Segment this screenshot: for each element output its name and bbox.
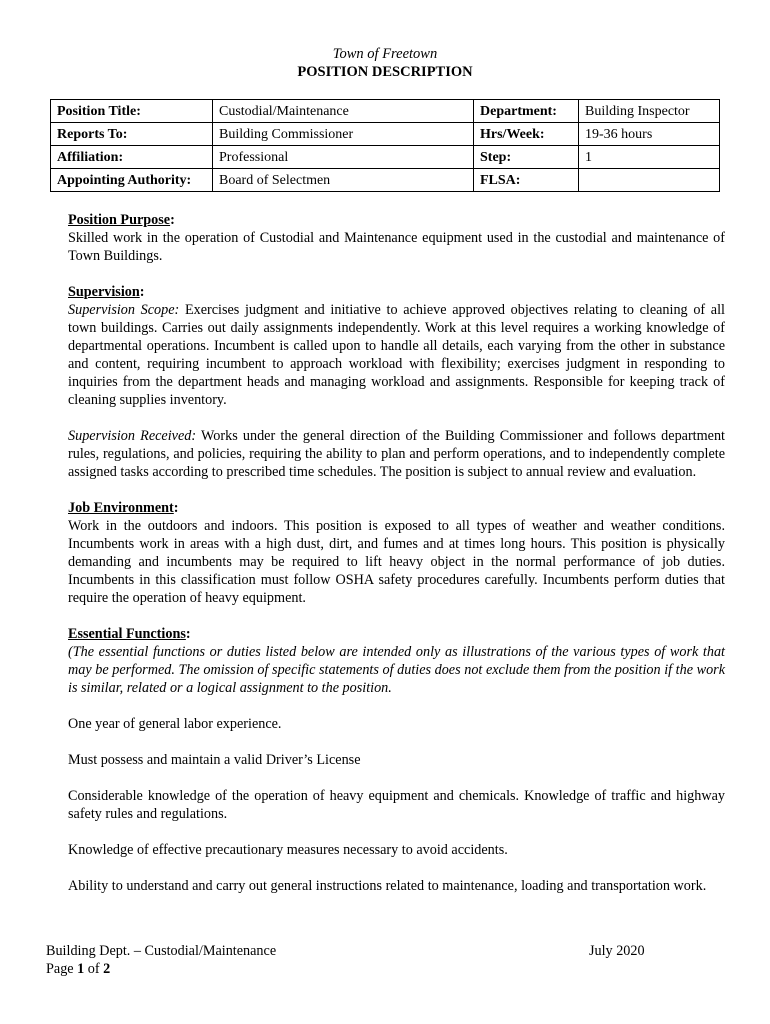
supervision-scope-paragraph	[68, 301, 725, 409]
table-row	[51, 123, 720, 146]
table-row	[51, 146, 720, 169]
job-environment-heading: Job Environment	[68, 500, 174, 516]
essential-functions-section: Essential Functions: (The essential functions or duties listed below are intended only as illustrations of the various types of work that may be performed. The omission of specific statements of duties does not exclude them from the position if the work is similar, related or a logical assignment to the position. One year of general labor experience. Must possess and maintain a valid Driver’s License Considerable knowledge of the operation of heavy equipment and chemicals. Knowledge of traffic and highway safety rules and regulations. Knowledge of effective precautionary measures necessary to avoid accidents. Ability to understand and carry out general instructions related to maintenance, loading and transportation work.	[68, 626, 725, 894]
town-name: Town of Freetown	[332, 46, 438, 62]
department-label: Department:	[474, 100, 579, 123]
table-row	[51, 100, 720, 123]
position-title-value: Custodial/Maintenance	[213, 100, 474, 123]
affiliation-label: Affiliation:	[51, 146, 213, 169]
page-current: 1	[77, 961, 85, 977]
supervision-scope-text: Exercises judgment and initiative to achieve approved objectives relating to cleaning of all town buildings. Carries out daily assignments independently. Work at this level requires a working knowledge of departmental operations. Incumbent is called upon to handle all details, each varying from the other in substance and content, requiring incumbent to approach workload with flexibility; exercises judgment in responding to inquiries from the department heads and managing workload and assignments. Responsible for keeping track of cleaning supplies inventory.	[68, 302, 725, 408]
step-value: 1	[579, 146, 720, 169]
supervision-scope-label: Supervision Scope:	[68, 302, 180, 318]
position-info-table	[50, 99, 720, 192]
document-title: POSITION DESCRIPTION	[297, 64, 473, 80]
step-label: Step:	[474, 146, 579, 169]
reports-to-value: Building Commissioner	[213, 123, 474, 146]
page-word: Page	[46, 961, 74, 977]
function-item: One year of general labor experience.	[68, 716, 282, 732]
supervision-received-text: Works under the general direction of the Building Commissioner and follows department rules, regulations, and policies, requiring the ability to plan and perform operations, and to independently complete assigned tasks according to prescribed time schedules. The position is subject to annual review and evaluation.	[68, 428, 725, 480]
flsa-value	[579, 169, 720, 192]
job-environment-section: Job Environment: Work in the outdoors and indoors. This position is exposed to all types of weather and weather conditions. Incumbents work in areas with a high dust, dirt, and fumes and at times long hours. This position is physically demanding and incumbents may be required to lift heavy object in the normal performance of job duties. Incumbents in this classification must follow OSHA safety procedures carefully. Incumbents perform duties that require the operation of heavy equipment.	[68, 500, 725, 606]
flsa-label: FLSA:	[474, 169, 579, 192]
supervision-received-paragraph	[68, 427, 725, 481]
position-purpose-section: Position Purpose: Skilled work in the operation of Custodial and Maintenance equipment used in the custodial and maintenance of Town Buildings.	[68, 212, 725, 264]
hours-week-value: 19-36 hours	[579, 123, 720, 146]
table-row	[51, 169, 720, 192]
function-item: Ability to understand and carry out general instructions related to maintenance, loading and transportation work.	[68, 878, 707, 894]
function-item: Considerable knowledge of the operation of heavy equipment and chemicals. Knowledge of traffic and highway safety rules and regulations.	[68, 788, 725, 822]
footer-department: Building Dept. – Custodial/Maintenance	[46, 943, 277, 959]
position-title-label: Position Title:	[51, 100, 213, 123]
function-item: Knowledge of effective precautionary measures necessary to avoid accidents.	[68, 842, 508, 858]
affiliation-value: Professional	[213, 146, 474, 169]
page-footer	[46, 942, 666, 978]
appointing-authority-label: Appointing Authority:	[51, 169, 213, 192]
document-body	[68, 211, 725, 913]
appointing-authority-value: Board of Selectmen	[213, 169, 474, 192]
page-number	[46, 960, 666, 978]
essential-functions-note: (The essential functions or duties listed below are intended only as illustrations of the various types of work that may be performed. The omission of specific statements of duties does not exclude them from the position if the work is similar, related or a logical assignment to the position.	[68, 644, 725, 696]
supervision-heading: Supervision	[68, 284, 140, 300]
function-item: Must possess and maintain a valid Driver’s License	[68, 752, 361, 768]
reports-to-label: Reports To:	[51, 123, 213, 146]
department-value: Building Inspector	[579, 100, 720, 123]
essential-functions-heading: Essential Functions	[68, 626, 186, 642]
supervision-received-label: Supervision Received:	[68, 428, 197, 444]
position-purpose-text: Skilled work in the operation of Custodial and Maintenance equipment used in the custodial and maintenance of Town Buildings.	[68, 230, 725, 264]
job-environment-text: Work in the outdoors and indoors. This position is exposed to all types of weather and weather conditions. Incumbents work in areas with a high dust, dirt, and fumes and at times long hours. This position is physically demanding and incumbents may be required to lift heavy object in the normal performance of job duties. Incumbents in this classification must follow OSHA safety procedures carefully. Incumbents perform duties that require the operation of heavy equipment.	[68, 518, 725, 606]
of-word: of	[87, 961, 100, 977]
footer-date: July 2020	[589, 943, 645, 959]
supervision-section: Supervision: Supervision Scope: Exercises judgment and initiative to achieve approved objectives relating to cleaning of all town buildings. Carries out daily assignments independently. Work at this level requires a working knowledge of departmental operations. Incumbent is called upon to handle all details, each varying from the other in substance and content, requiring incumbent to approach workload with flexibility; exercises judgment in responding to inquiries from the department heads and managing workload and assignments. Responsible for keeping track of cleaning supplies inventory. Supervision Received: Works under the general direction of the Building Commissioner and follows department rules, regulations, and policies, requiring the ability to plan and perform operations, and to independently complete assigned tasks according to prescribed time schedules. The position is subject to annual review and evaluation.	[68, 284, 725, 480]
position-purpose-heading: Position Purpose	[68, 212, 171, 228]
page-total: 2	[103, 961, 111, 977]
hours-week-label: Hrs/Week:	[474, 123, 579, 146]
